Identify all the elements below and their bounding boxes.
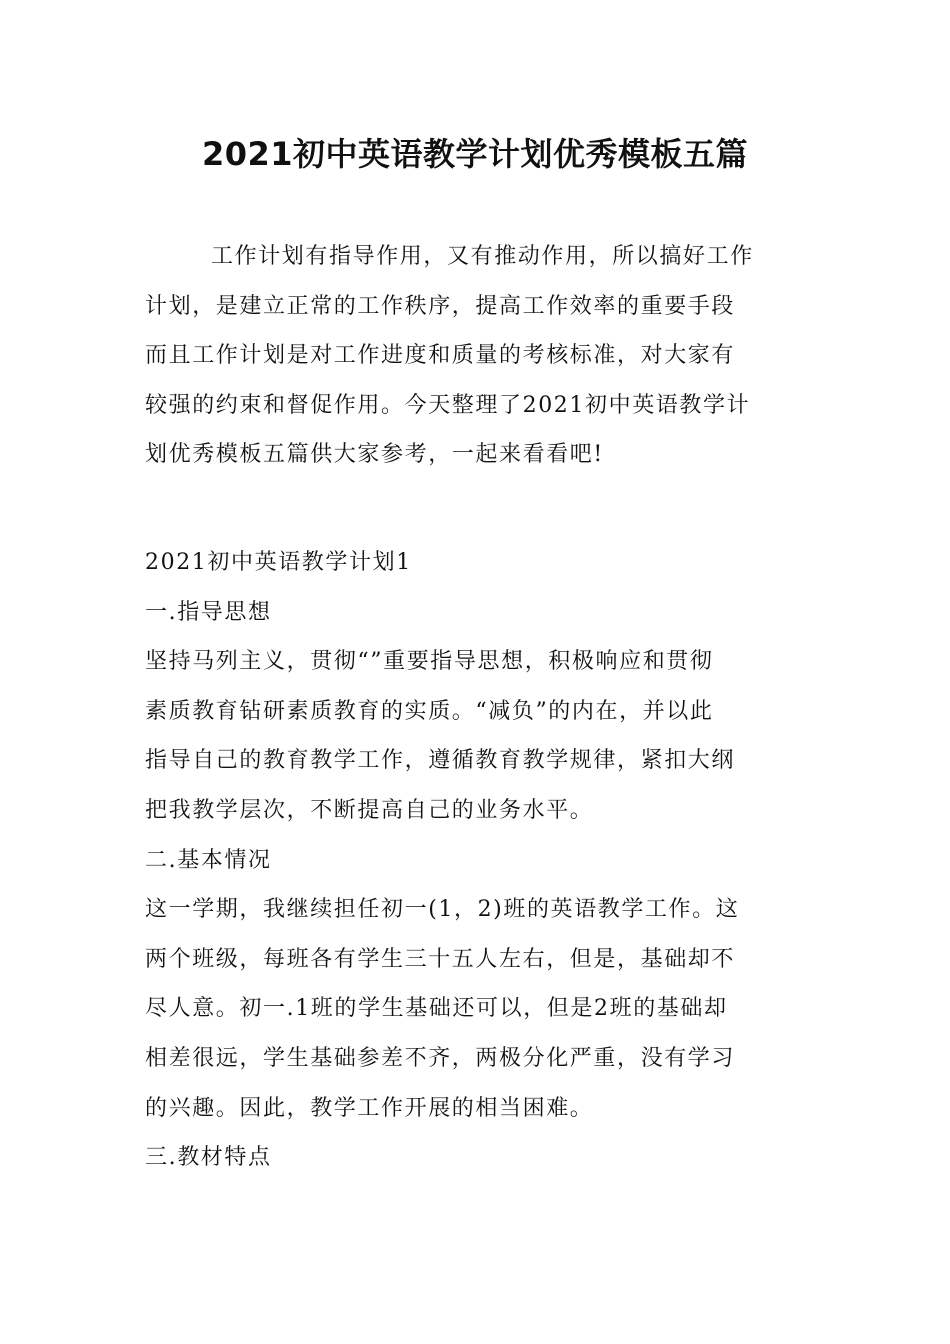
heading-text: 三.教材特点 — [145, 1145, 272, 1171]
intro-line: 工作计划有指导作用，又有推动作用，所以搞好工作 — [211, 244, 754, 269]
paragraph-spacer — [145, 480, 805, 538]
heading-text: 一.指导思想 — [145, 599, 272, 625]
body-line: 相差很远，学生基础参差不齐，两极分化严重，没有学习 — [145, 1045, 736, 1071]
intro-line: 较强的约束和督促作用。今天整理了2021初中英语教学计 — [145, 392, 751, 418]
body-line: 把我教学层次，不断提高自己的业务水平。 — [145, 797, 594, 823]
body-line: 两个班级，每班各有学生三十五人左右，但是，基础却不 — [145, 946, 736, 972]
body-line: 尽人意。初一.1班的学生基础还可以，但是2班的基础却 — [145, 996, 728, 1022]
section-title — [145, 538, 805, 588]
paragraph-guiding-ideology — [145, 637, 805, 835]
heading-guiding-ideology — [145, 588, 805, 638]
intro-paragraph — [145, 232, 805, 480]
document-body — [145, 232, 805, 1183]
body-line: 这一学期，我继续担任初一(1，2)班的英语教学工作。这 — [145, 897, 740, 923]
body-line: 指导自己的教育教学工作，遵循教育教学规律，紧扣大纲 — [145, 748, 736, 774]
section-title-text: 2021初中英语教学计划1 — [145, 549, 412, 575]
document-title: 2021初中英语教学计划优秀模板五篇 — [201, 135, 749, 173]
paragraph-basic-situation — [145, 885, 805, 1133]
heading-text: 二.基本情况 — [145, 847, 272, 873]
intro-line: 划优秀模板五篇供大家参考，一起来看看吧! — [145, 442, 604, 468]
body-line: 素质教育钻研素质教育的实质。“减负”的内在，并以此 — [145, 698, 714, 724]
body-line: 的兴趣。因此，教学工作开展的相当困难。 — [145, 1095, 594, 1121]
body-line: 坚持马列主义，贯彻“”重要指导思想，积极响应和贯彻 — [145, 649, 714, 675]
intro-line: 而且工作计划是对工作进度和质量的考核标准，对大家有 — [145, 343, 736, 369]
heading-textbook-features — [145, 1133, 805, 1183]
intro-line: 计划，是建立正常的工作秩序，提高工作效率的重要手段 — [145, 293, 736, 319]
heading-basic-situation — [145, 836, 805, 886]
